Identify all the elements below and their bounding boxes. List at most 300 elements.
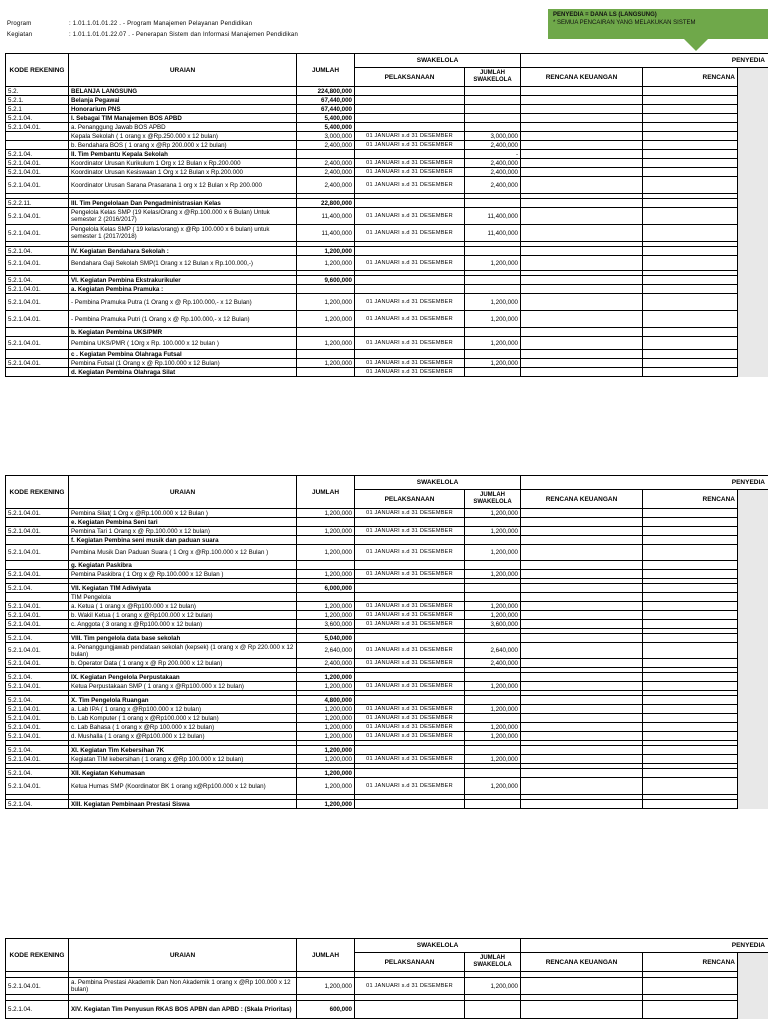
grey-margin [738,634,768,643]
cell-kode: 5.2.1.04.01. [6,732,69,741]
cell-uraian: Pembina UKS/PMR ( 1Org x Rp. 100.000 x 12 bulan ) [69,337,297,350]
cell-jumlah-swakelola [465,285,521,294]
kegiatan-line [7,31,298,39]
cell-jumlah-swakelola [465,350,521,359]
cell-kode: 5.2.1. [6,96,69,105]
cell-kode: 5.2.1.04.01. [6,659,69,668]
cell-jumlah-swakelola: 1,200,000 [465,755,521,764]
cell-jumlah-swakelola [465,769,521,778]
cell-uraian: Bendahara Gaji Sekolah SMP(1 Orang x 12 Bulan x Rp.100.000,-) [69,256,297,271]
cell-pelaksanaan: 01 JANUARI s.d 31 DESEMBER [355,311,465,328]
grey-margin [738,545,768,561]
cell-kode [6,368,69,377]
cell-kode [6,328,69,337]
table-row [6,682,768,691]
cell-jumlah: 9,600,000 [297,276,355,285]
cell-kode: 5.2.1.04. [6,634,69,643]
table-row [6,132,768,141]
table-row [6,723,768,732]
cell-rencana-keuangan [521,168,643,177]
table-row [6,159,768,168]
cell-pelaksanaan: 01 JANUARI s.d 31 DESEMBER [355,159,465,168]
cell-jumlah: 1,200,000 [297,705,355,714]
cell-uraian: b. Wakil Ketua ( 1 orang x @Rp100.000 x 12 bulan) [69,611,297,620]
grey-margin [738,536,768,545]
cell-rencana-keuangan [521,247,643,256]
cell-uraian: TIM Pengelola [69,593,297,602]
col-pelaksanaan: PELAKSANAAN [355,953,465,972]
cell-rencana [643,368,738,377]
cell-uraian: Koordinator Urusan Kurikulum 1 Org x 12 Bulan x Rp.200.000 [69,159,297,168]
cell-jumlah-swakelola: 1,200,000 [465,778,521,795]
cell-rencana-keuangan [521,350,643,359]
col-jumlah-swakelola: JUMLAH SWAKELOLA [465,490,521,509]
col-rencana: RENCANA [643,68,738,87]
cell-pelaksanaan [355,199,465,208]
cell-kode: 5.2.1.04.01. [6,168,69,177]
cell-pelaksanaan: 01 JANUARI s.d 31 DESEMBER [355,208,465,225]
cell-kode: 5.2.1.04.01. [6,602,69,611]
cell-uraian: - Pembina Pramuka Putri (1 Orang x @ Rp.100.000,- x 12 Bulan) [69,311,297,328]
cell-rencana [643,168,738,177]
table-row [6,634,768,643]
cell-pelaksanaan [355,123,465,132]
col-kode-rekening: KODE REKENING [6,476,69,509]
grey-margin [738,682,768,691]
cell-rencana [643,285,738,294]
cell-rencana-keuangan [521,732,643,741]
cell-pelaksanaan: 01 JANUARI s.d 31 DESEMBER [355,755,465,764]
cell-uraian: c. Anggota ( 3 orang x @Rp100.000 x 12 bulan) [69,620,297,629]
cell-jumlah [297,536,355,545]
cell-uraian: d. Mushalla ( 1 orang x @Rp100.000 x 12 bulan) [69,732,297,741]
cell-rencana [643,536,738,545]
cell-kode: 5.2.1.04.01. [6,123,69,132]
cell-rencana-keuangan [521,114,643,123]
cell-rencana-keuangan [521,208,643,225]
cell-rencana-keuangan [521,696,643,705]
cell-pelaksanaan: 01 JANUARI s.d 31 DESEMBER [355,620,465,629]
table-row [6,256,768,271]
cell-uraian: Pembina Tari 1 Orang x @ Rp.100.000 x 12 bulan) [69,527,297,536]
cell-rencana [643,769,738,778]
grey-margin [738,643,768,659]
cell-rencana [643,755,738,764]
cell-uraian: g. Kegiatan Paskibra [69,561,297,570]
cell-uraian: XI. Kegiatan Tim Kebersihan 7K [69,746,297,755]
grey-margin [738,276,768,285]
cell-jumlah-swakelola: 11,400,000 [465,225,521,242]
cell-rencana [643,132,738,141]
cell-jumlah [297,593,355,602]
col-rencana: RENCANA [643,490,738,509]
cell-pelaksanaan [355,769,465,778]
cell-kode: 5.2.1.04.01. [6,311,69,328]
cell-uraian: BELANJA LANGSUNG [69,87,297,96]
cell-jumlah: 2,640,000 [297,643,355,659]
cell-rencana-keuangan [521,311,643,328]
cell-rencana-keuangan [521,1001,643,1019]
table-row [6,96,768,105]
cell-uraian: Pembina Silat( 1 Org x @Rp.100.000 x 12 Bulan ) [69,509,297,518]
grey-margin [738,141,768,150]
cell-rencana-keuangan [521,682,643,691]
cell-rencana-keuangan [521,123,643,132]
cell-uraian: Pengelola Kelas SMP ( 19 kelas/orang) x @Rp 100.000 x 6 bulan) untuk semester 1 (2017/2018) [69,225,297,242]
cell-jumlah: 1,200,000 [297,746,355,755]
cell-uraian: Pembina Futsal (1 Orang x @ Rp.100.000 x 12 Bulan) [69,359,297,368]
grey-margin [738,746,768,755]
col-rencana: RENCANA [643,953,738,972]
cell-rencana [643,714,738,723]
grey-margin [738,705,768,714]
cell-jumlah-swakelola [465,368,521,377]
cell-kode: 5.2.1.04.01. [6,294,69,311]
grey-margin [738,769,768,778]
cell-jumlah-swakelola [465,123,521,132]
cell-rencana [643,208,738,225]
cell-rencana-keuangan [521,769,643,778]
cell-kode [6,561,69,570]
cell-pelaksanaan [355,593,465,602]
cell-rencana [643,225,738,242]
cell-jumlah-swakelola: 1,200,000 [465,256,521,271]
cell-rencana-keuangan [521,337,643,350]
col-swakelola: SWAKELOLA [355,939,521,953]
col-rencana-keuangan: RENCANA KEUANGAN [521,68,643,87]
grey-margin [738,490,768,509]
grey-margin [738,732,768,741]
cell-jumlah [297,285,355,294]
table-row [6,294,768,311]
cell-uraian: a. Penanggungjawab pendataan sekolah (kepsek) (1 orang x @ Rp 220.000 x 12 bulan) [69,643,297,659]
cell-kode: 5.2.1.04. [6,276,69,285]
cell-rencana [643,570,738,579]
cell-pelaksanaan [355,518,465,527]
cell-rencana-keuangan [521,368,643,377]
cell-jumlah-swakelola: 1,200,000 [465,705,521,714]
table-row [6,328,768,337]
cell-jumlah-swakelola: 1,200,000 [465,509,521,518]
table-row [6,208,768,225]
cell-uraian: a. Ketua ( 1 orang x @Rp100.000 x 12 bulan) [69,602,297,611]
cell-rencana-keuangan [521,294,643,311]
cell-pelaksanaan: 01 JANUARI s.d 31 DESEMBER [355,978,465,995]
col-swakelola: SWAKELOLA [355,476,521,490]
cell-jumlah-swakelola: 1,200,000 [465,978,521,995]
table-row [6,800,768,809]
cell-jumlah: 5,040,000 [297,634,355,643]
cell-pelaksanaan: 01 JANUARI s.d 31 DESEMBER [355,177,465,194]
col-penyedia: PENYEDIA [521,54,768,68]
table-row [6,247,768,256]
cell-kode [6,141,69,150]
cell-rencana-keuangan [521,96,643,105]
cell-pelaksanaan [355,276,465,285]
table-row [6,368,768,377]
cell-pelaksanaan [355,247,465,256]
cell-rencana [643,294,738,311]
cell-rencana [643,337,738,350]
cell-rencana [643,114,738,123]
cell-rencana-keuangan [521,105,643,114]
cell-jumlah-swakelola: 3,000,000 [465,132,521,141]
cell-uraian: Belanja Pegawai [69,96,297,105]
cell-rencana [643,141,738,150]
budget-table-1 [5,53,768,377]
table-row [6,199,768,208]
cell-uraian: X. Tim Pengelola Ruangan [69,696,297,705]
cell-rencana-keuangan [521,643,643,659]
cell-pelaksanaan: 01 JANUARI s.d 31 DESEMBER [355,682,465,691]
cell-uraian: VIII. Tim pengelola data base sekolah [69,634,297,643]
cell-jumlah-swakelola: 1,200,000 [465,359,521,368]
cell-pelaksanaan [355,114,465,123]
cell-rencana [643,199,738,208]
table-row [6,359,768,368]
cell-jumlah: 600,000 [297,1001,355,1019]
cell-uraian: b. Operator Data ( 1 orang x @ Rp 200.000 x 12 bulan) [69,659,297,668]
cell-rencana [643,96,738,105]
cell-jumlah: 67,440,000 [297,96,355,105]
cell-jumlah-swakelola: 2,400,000 [465,159,521,168]
cell-pelaksanaan: 01 JANUARI s.d 31 DESEMBER [355,714,465,723]
table-row [6,105,768,114]
cell-kode: 5.2.2.11. [6,199,69,208]
cell-rencana [643,778,738,795]
table-row [6,593,768,602]
cell-kode: 5.2.1.04.01. [6,509,69,518]
cell-jumlah: 1,200,000 [297,527,355,536]
col-uraian: URAIAN [69,939,297,972]
cell-jumlah-swakelola [465,536,521,545]
cell-jumlah: 3,600,000 [297,620,355,629]
grey-margin [738,337,768,350]
cell-jumlah: 224,800,000 [297,87,355,96]
cell-jumlah: 1,200,000 [297,673,355,682]
cell-kode: 5.2.1.04.01. [6,643,69,659]
grey-margin [738,723,768,732]
kegiatan-value: : 1.01.1.01.01.22.07 . - Penerapan Sistem dan Informasi Manajemen Pendidikan [69,32,298,38]
cell-rencana-keuangan [521,509,643,518]
cell-kode: 5.2.1.04. [6,247,69,256]
cell-uraian: III. Tim Pengelolaan Dan Pengadministrasian Kelas [69,199,297,208]
cell-jumlah: 1,200,000 [297,359,355,368]
cell-pelaksanaan: 01 JANUARI s.d 31 DESEMBER [355,256,465,271]
cell-rencana [643,105,738,114]
cell-rencana-keuangan [521,746,643,755]
cell-rencana-keuangan [521,659,643,668]
cell-jumlah-swakelola: 2,400,000 [465,659,521,668]
table-row [6,673,768,682]
grey-margin [738,123,768,132]
cell-jumlah-swakelola: 2,400,000 [465,141,521,150]
cell-rencana-keuangan [521,602,643,611]
cell-jumlah-swakelola [465,276,521,285]
cell-jumlah: 5,400,000 [297,114,355,123]
cell-jumlah-swakelola [465,800,521,809]
cell-uraian: I. Sebagai TIM Manajemen BOS APBD [69,114,297,123]
cell-uraian: d. Kegiatan Pembina Olahraga Silat [69,368,297,377]
cell-jumlah-swakelola [465,561,521,570]
grey-margin [738,105,768,114]
budget-table [5,53,768,377]
cell-jumlah: 2,400,000 [297,141,355,150]
grey-margin [738,311,768,328]
cell-rencana [643,247,738,256]
cell-jumlah: 1,200,000 [297,247,355,256]
cell-jumlah: 1,200,000 [297,311,355,328]
table-row [6,87,768,96]
cell-rencana-keuangan [521,561,643,570]
cell-rencana-keuangan [521,199,643,208]
table-row [6,509,768,518]
cell-rencana [643,276,738,285]
cell-uraian: XII. Kegiatan Kehumasan [69,769,297,778]
cell-rencana-keuangan [521,225,643,242]
table-row [6,350,768,359]
grey-margin [738,611,768,620]
cell-kode [6,593,69,602]
cell-kode: 5.2.1.04.01. [6,177,69,194]
cell-jumlah: 2,400,000 [297,177,355,194]
cell-pelaksanaan [355,96,465,105]
cell-uraian: IV. Kegiatan Bendahara Sekolah : [69,247,297,256]
cell-jumlah: 2,400,000 [297,659,355,668]
table-row [6,705,768,714]
table-row [6,285,768,294]
grey-margin [738,527,768,536]
cell-jumlah: 22,800,000 [297,199,355,208]
cell-uraian: Koordinator Urusan Sarana Prasarana 1 org x 12 Bulan x Rp 200.000 [69,177,297,194]
cell-rencana [643,509,738,518]
cell-rencana-keuangan [521,285,643,294]
cell-pelaksanaan [355,800,465,809]
note-line-2: * SEMUA PENCAIRAN YANG MELAKUKAN SISTEM [553,20,696,26]
grey-margin [738,114,768,123]
cell-pelaksanaan: 01 JANUARI s.d 31 DESEMBER [355,141,465,150]
cell-jumlah: 1,200,000 [297,778,355,795]
cell-pelaksanaan: 01 JANUARI s.d 31 DESEMBER [355,359,465,368]
cell-jumlah-swakelola: 1,200,000 [465,682,521,691]
cell-rencana-keuangan [521,87,643,96]
cell-rencana-keuangan [521,545,643,561]
cell-jumlah: 1,200,000 [297,256,355,271]
table-row [6,276,768,285]
col-jumlah-swakelola: JUMLAH SWAKELOLA [465,953,521,972]
cell-jumlah-swakelola: 1,200,000 [465,723,521,732]
cell-jumlah-swakelola [465,673,521,682]
cell-jumlah: 1,200,000 [297,611,355,620]
cell-rencana-keuangan [521,570,643,579]
cell-uraian: IX. Kegiatan Pengelola Perpustakaan [69,673,297,682]
cell-uraian: XIII. Kegiatan Pembinaan Prestasi Siswa [69,800,297,809]
cell-kode: 5.2.1.04.01. [6,723,69,732]
cell-rencana [643,350,738,359]
col-uraian: URAIAN [69,54,297,87]
table-row [6,337,768,350]
cell-rencana-keuangan [521,755,643,764]
cell-rencana [643,311,738,328]
cell-rencana [643,518,738,527]
cell-pelaksanaan [355,1001,465,1019]
cell-jumlah: 1,200,000 [297,545,355,561]
cell-uraian: c . Kegiatan Pembina Olahraga Futsal [69,350,297,359]
program-label: Program [7,21,32,27]
grey-margin [738,168,768,177]
cell-pelaksanaan: 01 JANUARI s.d 31 DESEMBER [355,132,465,141]
down-arrow-icon [684,39,708,51]
cell-jumlah: 1,200,000 [297,978,355,995]
cell-uraian: - Pembina Pramuka Putra (1 Orang x @ Rp.100.000,- x 12 Bulan) [69,294,297,311]
cell-kode: 5.2.1.04.01. [6,620,69,629]
cell-kode: 5.2.1.04. [6,769,69,778]
cell-uraian: Pengelola Kelas SMP (19 Kelas/Orang x @Rp.100.000 x 6 Bulan) Untuk semester 2 (2016/2017) [69,208,297,225]
col-swakelola: SWAKELOLA [355,54,521,68]
grey-margin [738,659,768,668]
cell-jumlah-swakelola [465,87,521,96]
cell-pelaksanaan [355,746,465,755]
cell-jumlah-swakelola [465,105,521,114]
cell-kode: 5.2.1.04. [6,1001,69,1019]
table-row [6,536,768,545]
cell-rencana [643,87,738,96]
cell-rencana [643,696,738,705]
table-row [6,643,768,659]
cell-rencana [643,800,738,809]
cell-kode: 5.2.1.04.01. [6,778,69,795]
cell-uraian: XIV. Kegiatan Tim Penyusun RKAS BOS APBN dan APBD : (Skala Prioritas) [69,1001,297,1019]
cell-uraian: a. Kegiatan Pembina Pramuka : [69,285,297,294]
cell-rencana-keuangan [521,276,643,285]
cell-pelaksanaan: 01 JANUARI s.d 31 DESEMBER [355,732,465,741]
penyedia-note-box [548,9,768,39]
cell-jumlah-swakelola: 1,200,000 [465,294,521,311]
cell-pelaksanaan [355,673,465,682]
cell-kode: 5.2.1.04.01. [6,359,69,368]
table-row [6,584,768,593]
budget-table-2 [5,475,768,809]
cell-rencana-keuangan [521,714,643,723]
cell-rencana-keuangan [521,611,643,620]
cell-kode: 5.2.1 [6,105,69,114]
cell-jumlah: 2,400,000 [297,168,355,177]
cell-jumlah: 1,200,000 [297,509,355,518]
cell-jumlah-swakelola [465,199,521,208]
grey-margin [738,602,768,611]
grey-margin [738,225,768,242]
cell-uraian: Ketua Humas SMP (Koordinator BK 1 orang x@Rp100.000 x 12 bulan) [69,778,297,795]
grey-margin [738,696,768,705]
cell-uraian: b. Lab Komputer ( 1 orang x @Rp100.000 x 12 bulan) [69,714,297,723]
cell-kode: 5.2.1.04.01. [6,682,69,691]
grey-margin [738,561,768,570]
cell-uraian: II. Tim Pembantu Kepala Sekolah [69,150,297,159]
budget-table-3 [5,938,768,1019]
cell-jumlah-swakelola: 2,640,000 [465,643,521,659]
cell-rencana [643,545,738,561]
cell-pelaksanaan: 01 JANUARI s.d 31 DESEMBER [355,168,465,177]
cell-jumlah-swakelola [465,714,521,723]
cell-pelaksanaan [355,105,465,114]
cell-jumlah-swakelola: 1,200,000 [465,527,521,536]
grey-margin [738,584,768,593]
grey-margin [738,593,768,602]
cell-jumlah: 1,200,000 [297,723,355,732]
cell-uraian: Koordinator Urusan Kesiswaan 1 Org x 12 Bulan x Rp.200.000 [69,168,297,177]
cell-kode: 5.2.1.04. [6,696,69,705]
cell-rencana-keuangan [521,518,643,527]
